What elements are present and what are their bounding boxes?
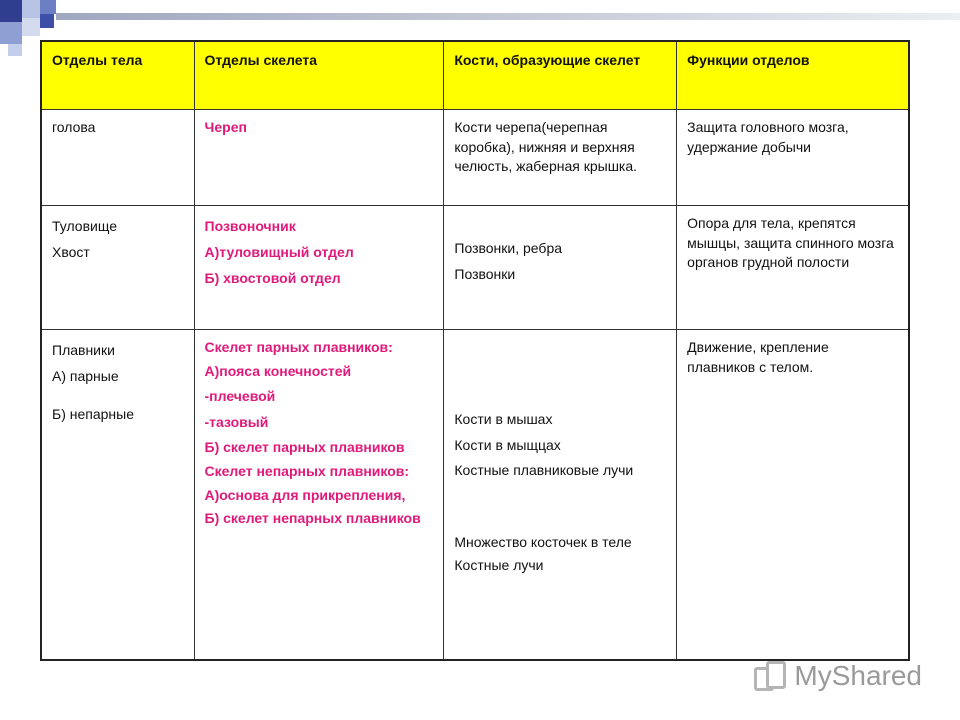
header-cell: Кости, образующие скелет bbox=[444, 41, 677, 110]
cell-text: А) парные bbox=[52, 367, 119, 384]
deco-square bbox=[40, 0, 56, 14]
cell-text: Позвонки bbox=[454, 265, 516, 282]
cell-text: Б) скелет парных плавников bbox=[204, 439, 405, 456]
cell-text: голова bbox=[52, 119, 96, 135]
cell-text: Множество косточек в теле bbox=[454, 533, 632, 550]
table-cell bbox=[194, 206, 444, 330]
deco-square bbox=[40, 14, 54, 28]
cell-text: А)туловищный отдел bbox=[204, 243, 354, 260]
cell-text: Хвост bbox=[52, 243, 90, 260]
header-cell: Отделы тела bbox=[41, 41, 194, 110]
cell-text: Туловище bbox=[52, 218, 117, 234]
cell-text: Б) скелет непарных плавников bbox=[204, 510, 421, 527]
table-cell bbox=[677, 330, 909, 660]
table-cell bbox=[444, 330, 677, 660]
cell-text: Б) хвостовой отдел bbox=[204, 269, 341, 286]
table-row bbox=[41, 330, 909, 660]
cell-text: Кости в мыщцах bbox=[454, 436, 561, 453]
header-cell: Функции отделов bbox=[677, 41, 909, 110]
cell-text: Плавники bbox=[52, 342, 115, 358]
table-cell bbox=[677, 110, 909, 206]
cell-text: Кости в мышах bbox=[454, 411, 553, 427]
cell-text: Движение, крепление плавников с телом. bbox=[687, 339, 829, 375]
deco-square bbox=[22, 0, 40, 18]
table-cell bbox=[444, 110, 677, 206]
skeleton-table bbox=[40, 40, 910, 661]
cell-text: Б) непарные bbox=[52, 405, 134, 422]
slides-icon bbox=[754, 661, 788, 691]
table-cell bbox=[41, 110, 194, 206]
deco-square bbox=[0, 0, 22, 22]
cell-text: А)основа для прикрепления, bbox=[204, 486, 406, 503]
cell-text: -тазовый bbox=[204, 413, 269, 430]
cell-text: Позвонки, ребра bbox=[454, 240, 563, 256]
cell-text: Опора для тела, крепятся мышцы, защита спинного мозга органов грудной полости bbox=[687, 215, 894, 271]
watermark-logo bbox=[754, 660, 922, 692]
cell-text: Кости черепа(черепная коробка), нижняя и верхняя челюсть, жаберная крышка. bbox=[454, 119, 638, 175]
cell-text: Защита головного мозга, удержание добычи bbox=[687, 119, 849, 155]
cell-text: Позвоночник bbox=[204, 218, 296, 234]
watermark-text: MyShared bbox=[794, 660, 922, 691]
cell-text: Костные лучи bbox=[454, 557, 544, 574]
cell-text: Скелет непарных плавников: bbox=[204, 462, 410, 479]
table-cell bbox=[194, 110, 444, 206]
table-cell bbox=[677, 206, 909, 330]
cell-text: А)пояса конечностей bbox=[204, 362, 352, 379]
cell-text: -плечевой bbox=[204, 388, 276, 405]
table-cell bbox=[444, 206, 677, 330]
cell-text: Череп bbox=[204, 119, 247, 135]
deco-square bbox=[22, 18, 40, 36]
cell-text: Скелет парных плавников: bbox=[204, 339, 393, 355]
table-cell bbox=[41, 330, 194, 660]
header-cell: Отделы скелета bbox=[194, 41, 444, 110]
table-row bbox=[41, 110, 909, 206]
header-row bbox=[41, 41, 909, 110]
cell-text: Костные плавниковые лучи bbox=[454, 462, 634, 479]
deco-square bbox=[0, 22, 22, 44]
table-cell bbox=[194, 330, 444, 660]
table-cell bbox=[41, 206, 194, 330]
deco-square bbox=[8, 44, 22, 56]
title-rule bbox=[56, 13, 960, 20]
table-row bbox=[41, 206, 909, 330]
